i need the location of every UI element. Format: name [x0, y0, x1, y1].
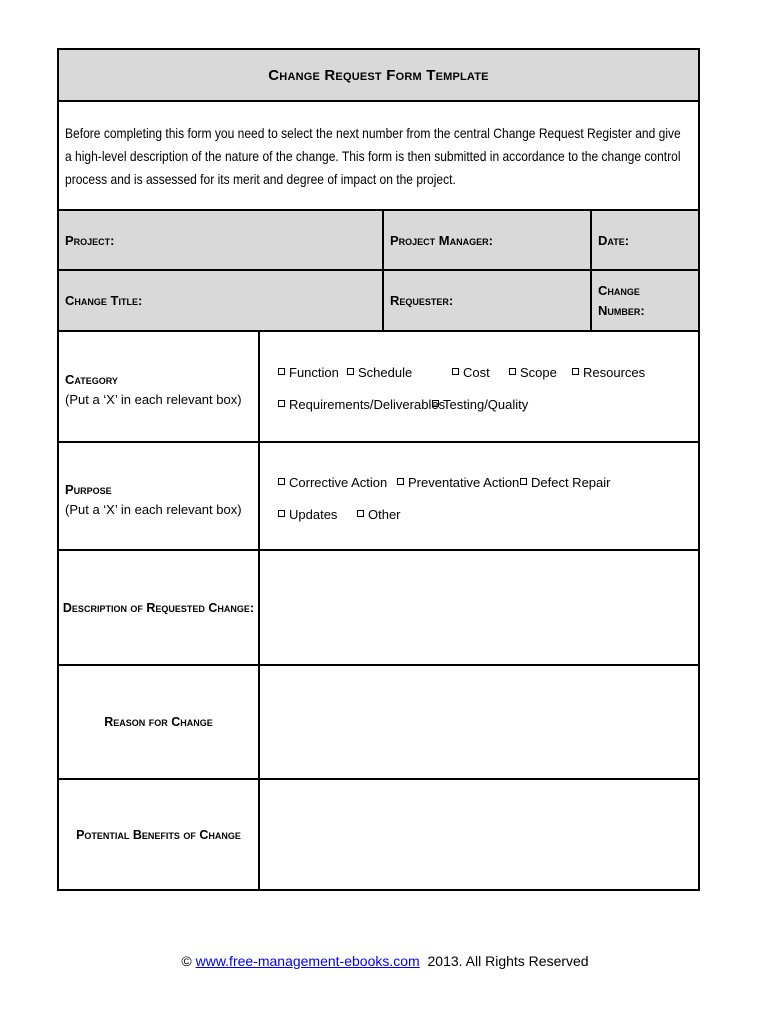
date-label: Date:: [598, 232, 630, 248]
copyright-symbol: ©: [181, 953, 192, 969]
project-manager-field[interactable]: [384, 211, 592, 269]
footer: [0, 953, 770, 969]
description-row: [59, 551, 698, 666]
category-options: [260, 332, 698, 441]
category-label: Category: [65, 372, 118, 387]
reason-input-area[interactable]: [260, 666, 698, 778]
benefits-row: [59, 780, 698, 889]
category-option-testing[interactable]: Testing/Quality: [432, 397, 528, 412]
change-title-field[interactable]: [59, 271, 384, 330]
date-field[interactable]: [592, 211, 698, 269]
purpose-option-defect-repair[interactable]: Defect Repair: [520, 475, 610, 490]
checkbox-icon[interactable]: [278, 368, 285, 375]
category-option-scope[interactable]: Scope: [509, 365, 557, 380]
purpose-row: [59, 443, 698, 551]
checkbox-icon[interactable]: [397, 478, 404, 485]
benefits-input-area[interactable]: [260, 780, 698, 889]
checkbox-icon[interactable]: [278, 510, 285, 517]
project-manager-label: Project Manager:: [390, 232, 493, 248]
category-option-cost[interactable]: Cost: [452, 365, 490, 380]
benefits-label: Potential Benefits of Change: [59, 780, 260, 889]
rights-text: 2013. All Rights Reserved: [427, 953, 589, 969]
category-option-function[interactable]: Function: [278, 365, 339, 380]
checkbox-icon[interactable]: [452, 368, 459, 375]
checkbox-icon[interactable]: [520, 478, 527, 485]
purpose-option-corrective[interactable]: Corrective Action: [278, 475, 387, 490]
category-row: [59, 332, 698, 443]
project-label: Project:: [65, 232, 115, 248]
form-title: Change Request Form Template: [59, 50, 698, 102]
website-link[interactable]: www.free-management-ebooks.com: [195, 953, 420, 969]
category-label-cell: [59, 332, 260, 441]
category-hint: (Put a ‘X’ in each relevant box): [65, 392, 242, 407]
purpose-hint: (Put a ‘X’ in each relevant box): [65, 502, 242, 517]
change-number-label: Change Number:: [598, 282, 645, 318]
project-field[interactable]: [59, 211, 384, 269]
purpose-option-updates[interactable]: Updates: [278, 507, 337, 522]
checkbox-icon[interactable]: [572, 368, 579, 375]
intro-text: Before completing this form you need to select the next number from the central Change Request Register and give a high-level description of the nature of the change. This form is then submitted in accordance to the change control process and is assessed for its merit and degree of impact on the project.: [65, 125, 681, 187]
checkbox-icon[interactable]: [278, 478, 285, 485]
project-row: [59, 211, 698, 271]
category-option-resources[interactable]: Resources: [572, 365, 645, 380]
change-request-form: [57, 48, 700, 891]
description-input-area[interactable]: [260, 551, 698, 664]
checkbox-icon[interactable]: [347, 368, 354, 375]
purpose-option-preventative[interactable]: Preventative Action: [397, 475, 519, 490]
change-number-field[interactable]: [592, 271, 698, 330]
change-title-label: Change Title:: [65, 293, 143, 308]
checkbox-icon[interactable]: [357, 510, 364, 517]
change-title-row: [59, 271, 698, 332]
description-label: Description of Requested Change:: [59, 551, 260, 664]
purpose-label-cell: [59, 443, 260, 549]
checkbox-icon[interactable]: [432, 400, 439, 407]
category-option-requirements[interactable]: Requirements/Deliverables: [278, 397, 445, 412]
purpose-option-other[interactable]: Other: [357, 507, 401, 522]
checkbox-icon[interactable]: [509, 368, 516, 375]
checkbox-icon[interactable]: [278, 400, 285, 407]
reason-label: Reason for Change: [59, 666, 260, 778]
category-option-schedule[interactable]: Schedule: [347, 365, 412, 380]
purpose-options: [260, 443, 698, 549]
purpose-label: Purpose: [65, 482, 112, 497]
requester-label: Requester:: [390, 293, 454, 308]
intro-text-row: [59, 102, 698, 211]
reason-row: [59, 666, 698, 780]
requester-field[interactable]: [384, 271, 592, 330]
